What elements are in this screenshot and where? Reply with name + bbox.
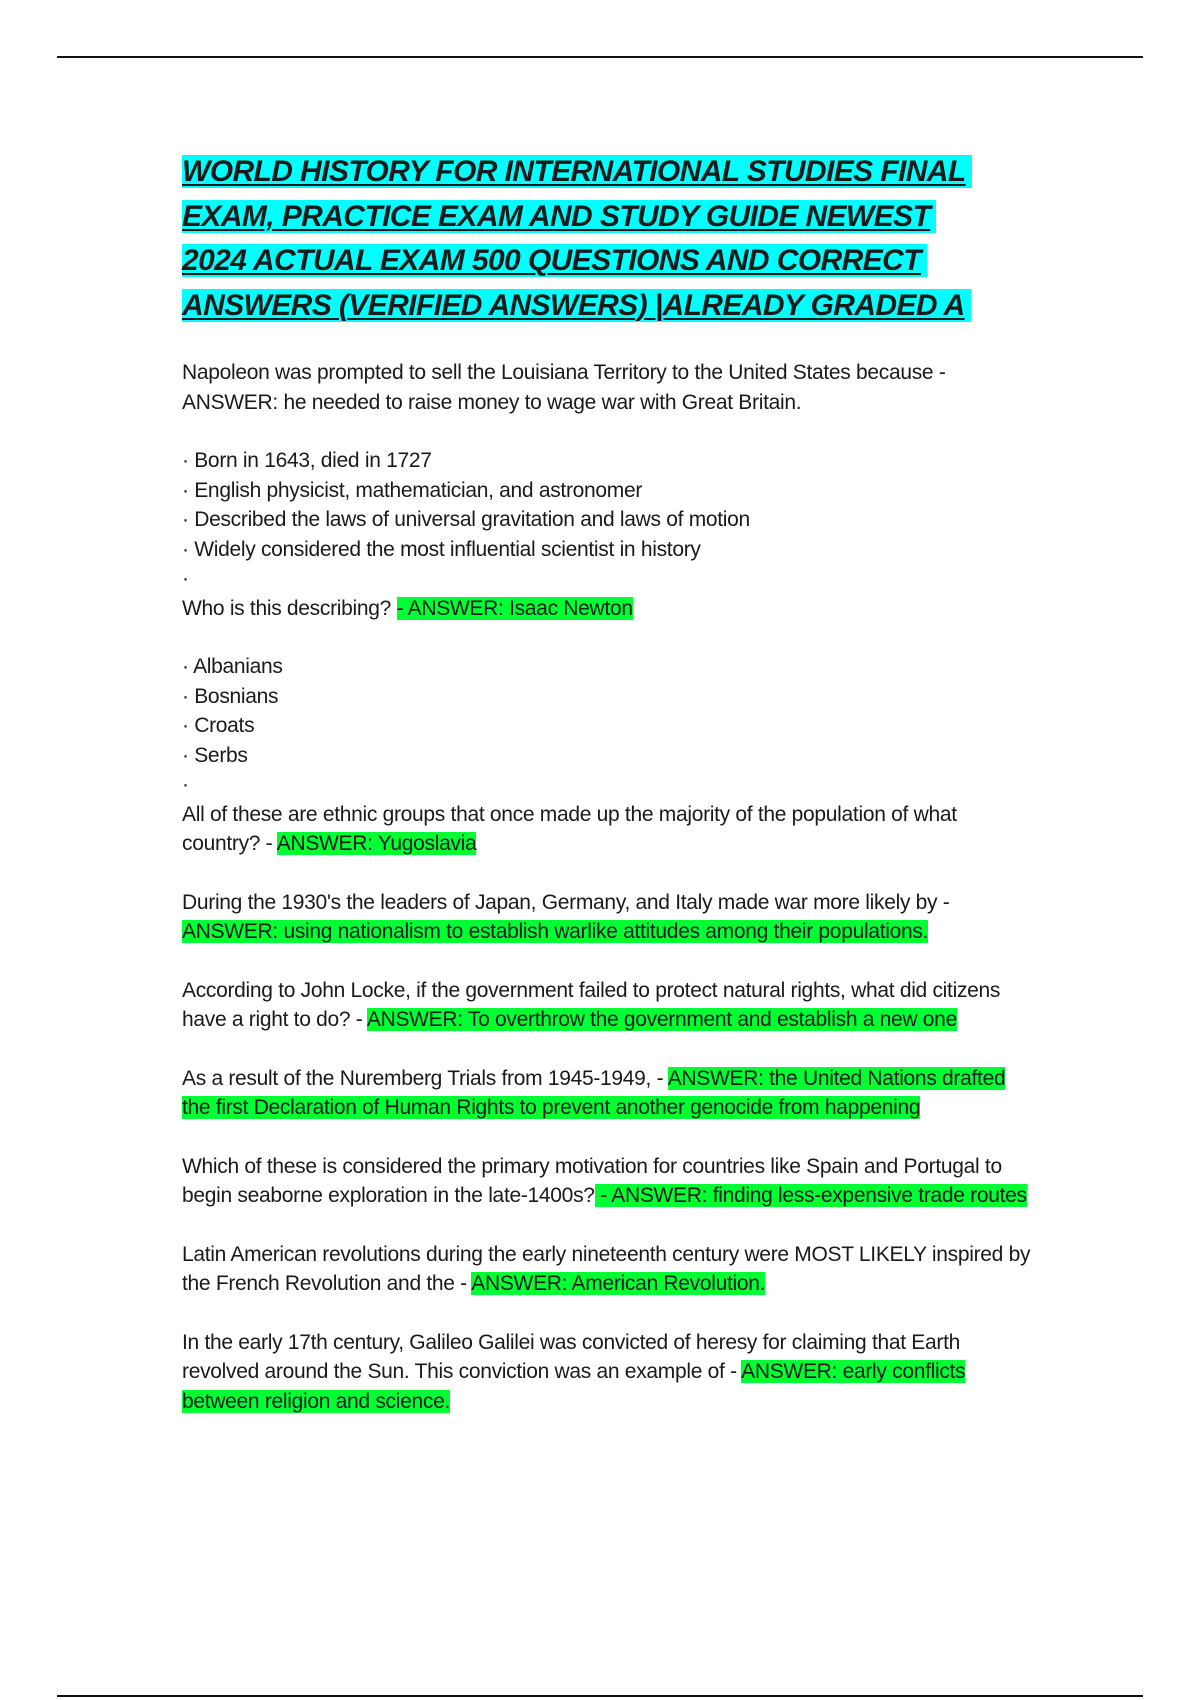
clue-line: · Bosnians: [182, 684, 279, 708]
clue-line: ·: [182, 773, 189, 796]
clue-line: · Croats: [182, 714, 255, 737]
clue-line: · English physicist, mathematician, and astronomer: [182, 478, 643, 502]
title-line: ANSWERS (VERIFIED ANSWERS) |ALREADY GRADED A: [182, 289, 971, 322]
answer-text: ANSWER: the United Nations drafted the first Declaration of Human Rights to prevent another genocide from happening: [182, 1066, 1006, 1119]
title-line: WORLD HISTORY FOR INTERNATIONAL STUDIES FINAL: [182, 155, 972, 188]
question-text: In the early 17th century, Galileo Galilei was convicted of heresy for claiming that Earth revolved around the Sun. This conviction was an example of -: [182, 1330, 961, 1383]
clue-line: ·: [182, 567, 189, 590]
answer-text: - ANSWER: Isaac Newton: [396, 596, 633, 620]
question-text: Who is this describing?: [182, 596, 397, 620]
question-text: As a result of the Nuremberg Trials from 1945-1949, -: [182, 1066, 668, 1090]
question-text: Latin American revolutions during the early nineteenth century were MOST LIKELY inspired by the French Revolution and the -: [182, 1242, 1031, 1295]
answer-text: ANSWER: To overthrow the government and establish a new one: [366, 1008, 957, 1031]
clue-line: · Widely considered the most influential scientist in history: [182, 537, 701, 561]
title-line: 2024 ACTUAL EXAM 500 QUESTIONS AND CORRECT: [182, 244, 927, 277]
document-title: [182, 150, 1032, 328]
top-rule: [57, 56, 1143, 58]
title-line: EXAM, PRACTICE EXAM AND STUDY GUIDE NEWEST: [182, 200, 936, 233]
clue-line: · Albanians: [182, 655, 283, 678]
answer-text: ANSWER: using nationalism to establish warlike attitudes among their populations.: [182, 920, 929, 943]
qa-item-locke: [182, 976, 1032, 1035]
qa-item-newton: [182, 446, 1032, 623]
document-body: [182, 150, 1032, 1445]
qa-item-galileo: [182, 1328, 1032, 1417]
qa-item-yugoslavia: [182, 652, 1032, 859]
question-text: All of these are ethnic groups that once made up the majority of the population of what country? -: [182, 802, 957, 855]
bottom-rule: [57, 1695, 1143, 1697]
question-text: Which of these is considered the primary motivation for countries like Spain and Portugal to begin seaborne exploration in the late-1400s?: [182, 1154, 1002, 1207]
qa-item-nuremberg: [182, 1064, 1032, 1123]
answer-text: ANSWER: early conflicts between religion and science.: [182, 1360, 966, 1413]
question-text: During the 1930's the leaders of Japan, Germany, and Italy made war more likely by -: [182, 890, 950, 914]
clue-line: · Described the laws of universal gravitation and laws of motion: [182, 508, 750, 531]
qa-item-exploration: [182, 1152, 1032, 1211]
answer-text: ANSWER: American Revolution.: [471, 1272, 766, 1295]
clue-line: · Serbs: [182, 743, 248, 767]
answer-text: - ANSWER: finding less-expensive trade routes: [594, 1184, 1027, 1207]
qa-item-1930s: [182, 888, 1032, 947]
qa-item-latin-america: [182, 1240, 1032, 1299]
question-text: According to John Locke, if the government failed to protect natural rights, what did citizens have a right to do? -: [182, 978, 1001, 1031]
qa-item-louisiana: [182, 358, 1032, 417]
question-text: Napoleon was prompted to sell the Louisiana Territory to the United States because - ANSWER: he needed to raise money to wage war with Great Britain.: [182, 361, 946, 414]
answer-text: ANSWER: Yugoslavia: [276, 832, 477, 855]
clue-line: · Born in 1643, died in 1727: [182, 449, 432, 472]
